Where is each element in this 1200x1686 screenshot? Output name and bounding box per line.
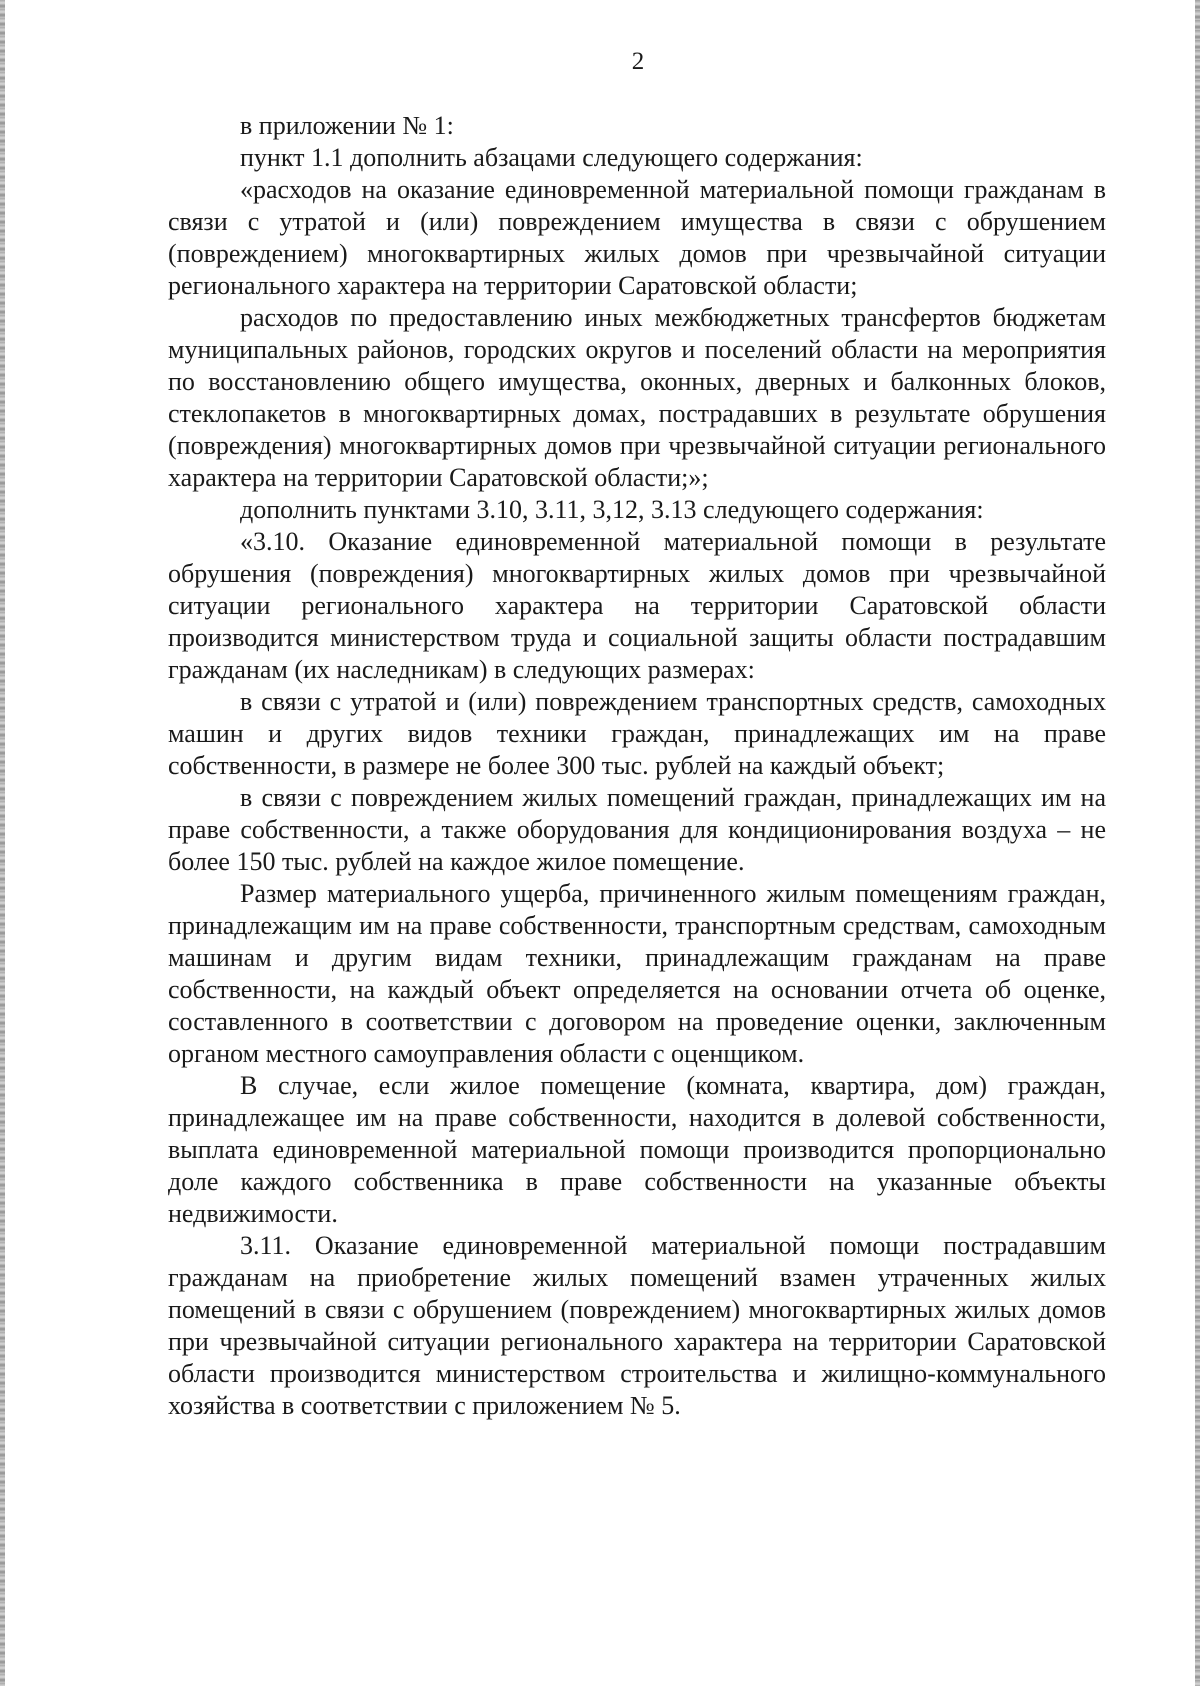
paragraph: «3.10. Оказание единовременной материальной помощи в результате обрушения (повреждения) многоквартирных жилых домов при чрезвычайной ситуации регионального характера на территории Саратовской области производится министерством труда и социальной защиты области пострадавшим гражданам (их наследникам) в следующих размерах: bbox=[168, 527, 1106, 684]
scan-edge-left bbox=[0, 0, 5, 1686]
paragraph: в приложении № 1: bbox=[240, 111, 454, 140]
scan-edge-right bbox=[1195, 0, 1200, 1686]
paragraph: 3.11. Оказание единовременной материальной помощи пострадавшим гражданам на приобретение жилых помещений взамен утраченных жилых помещений в связи с обрушением (повреждением) многоквартирных жилых домов при чрезвычайной ситуации регионального характера на территории Саратовской области производится министерством строительства и жилищно-коммунального хозяйства в соответствии с приложением № 5. bbox=[168, 1231, 1106, 1420]
document-body bbox=[168, 110, 1106, 1422]
paragraph: В случае, если жилое помещение (комната, квартира, дом) граждан, принадлежащее им на праве собственности, находится в долевой собственности, выплата единовременной материальной помощи производится пропорционально доле каждого собственника в праве собственности на указанные объекты недвижимости. bbox=[168, 1071, 1106, 1228]
paragraph: в связи с повреждением жилых помещений граждан, принадлежащих им на праве собственности, а также оборудования для кондиционирования воздуха – не более 150 тыс. рублей на каждое жилое помещение. bbox=[168, 783, 1106, 876]
paragraph: расходов по предоставлению иных межбюджетных трансфертов бюджетам муниципальных районов, городских округов и поселений области на мероприятия по восстановлению общего имущества, оконных, дверных и балконных блоков, стеклопакетов в многоквартирных домах, пострадавших в результате обрушения (повреждения) многоквартирных домов при чрезвычайной ситуации регионального характера на территории Саратовской области;»; bbox=[168, 303, 1106, 492]
paragraph: дополнить пунктами 3.10, 3.11, 3,12, 3.13 следующего содержания: bbox=[240, 495, 984, 524]
paragraph: в связи с утратой и (или) повреждением транспортных средств, самоходных машин и других видов техники граждан, принадлежащих им на праве собственности, в размере не более 300 тыс. рублей на каждый объект; bbox=[168, 687, 1106, 780]
paragraph: «расходов на оказание единовременной материальной помощи гражданам в связи с утратой и (или) повреждением имущества в связи с обрушением (повреждением) многоквартирных жилых домов при чрезвычайной ситуации регионального характера на территории Саратовской области; bbox=[168, 175, 1106, 300]
page-number: 2 bbox=[631, 48, 645, 75]
paragraph: пункт 1.1 дополнить абзацами следующего содержания: bbox=[240, 143, 863, 172]
paragraph: Размер материального ущерба, причиненного жилым помещениям граждан, принадлежащим им на праве собственности, транспортным средствам, самоходным машинам и другим видам техники, принадлежащим гражданам на праве собственности, на каждый объект определяется на основании отчета об оценке, составленного в соответствии с договором на проведение оценки, заключенным органом местного самоуправления области с оценщиком. bbox=[168, 879, 1106, 1068]
